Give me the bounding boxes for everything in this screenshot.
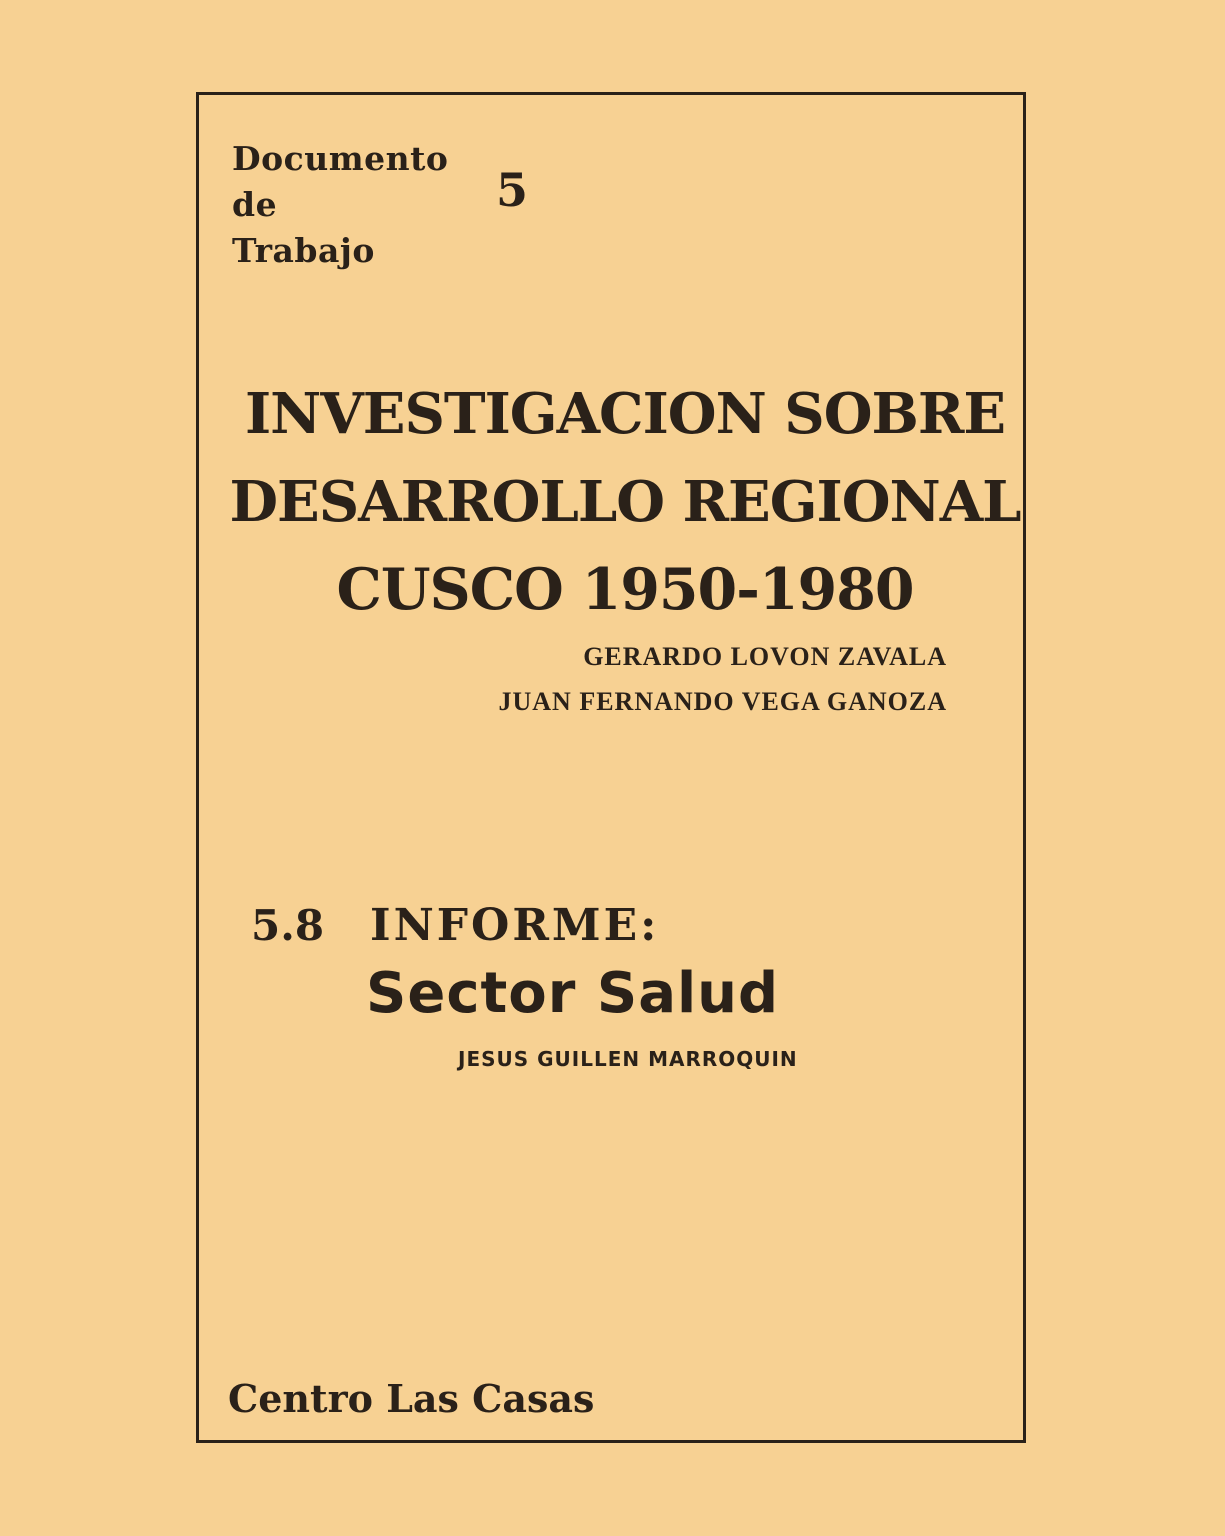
- section-author: JESUS GUILLEN MARROQUIN: [458, 1047, 798, 1071]
- main-title-line-2: DESARROLLO REGIONAL: [229, 469, 1021, 535]
- series-number: 5: [496, 163, 529, 217]
- cover-border-frame: [196, 92, 1026, 1443]
- author-1: GERARDO LOVON ZAVALA: [583, 642, 947, 671]
- series-label-line-2: de: [232, 185, 278, 224]
- main-title: [220, 370, 1030, 634]
- series-label-line-1: Documento: [232, 139, 449, 178]
- section-number: 5.8: [251, 901, 325, 950]
- main-title-line-1: INVESTIGACION SOBRE: [244, 381, 1006, 447]
- author-2: JUAN FERNANDO VEGA GANOZA: [498, 687, 947, 716]
- series-label-line-3: Trabajo: [232, 231, 375, 270]
- authors: [499, 634, 948, 724]
- section-subtitle: Sector Salud: [366, 961, 780, 1026]
- series-label: [232, 136, 448, 274]
- main-title-line-3: CUSCO 1950-1980: [336, 556, 914, 623]
- publisher: Centro Las Casas: [228, 1376, 595, 1421]
- section-heading: INFORME:: [370, 900, 660, 951]
